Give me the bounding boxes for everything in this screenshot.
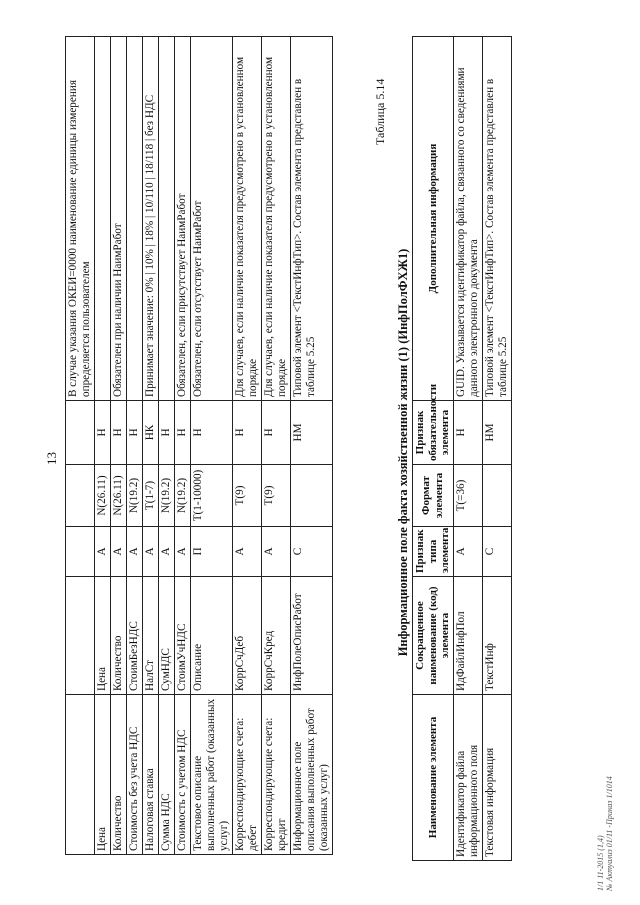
column-header: Признак обязательности элемента [413,401,454,465]
table-cell: Н [453,401,482,465]
table-cell: Для случаев, если наличие показателя предусмотрено в установленном порядке [262,37,291,401]
table-cell: НМ [291,401,333,465]
table-cell [66,695,95,855]
column-header: Формат элемента [413,465,454,527]
table-cell: Н [175,401,191,465]
table-cell: T(9) [262,465,291,527]
table-cell: Н [111,401,127,465]
table-cell: В случае указания ОКЕИ=0000 наименование единицы измерения определяется пользователем [66,37,95,401]
table-cell: Обязателен при наличии НаимРабот [111,37,127,401]
table-cell [66,465,95,527]
table-row [127,37,143,855]
table-cell: СтоимУчНДС [175,577,191,695]
table-cell: Количество [111,577,127,695]
table-cell: T(1-7) [143,465,159,527]
table-cell: НК [143,401,159,465]
signature-line-1: 1/1 11-2015 (1,4) [596,835,605,891]
table-cell [66,527,95,577]
table-cell: А [262,527,291,577]
table-row [291,37,333,855]
table-cell: Стоимость без учета НДС [127,695,143,855]
table-cell: T(=36) [453,465,482,527]
table-cell: КоррСчДеб [233,577,262,695]
table-cell: А [95,527,111,577]
handwritten-signature-note [596,776,614,891]
table-cell: Типовой элемент <ТекстИнфТип>. Состав элемента представлен в таблице 5.25 [482,37,511,401]
table-row [175,37,191,855]
table-cell: Текстовая информация [482,695,511,861]
table-cell: Текстовое описание выполненных работ (оказанных услуг) [191,695,233,855]
signature-line-2: № Актуализ 01/11 -Приказ 1/1014 [605,776,614,891]
table-row [233,37,262,855]
table-cell: T(9) [233,465,262,527]
table-cell: Н [159,401,175,465]
table-cell: Обязателен, если отсутствует НаимРабот [191,37,233,401]
table-cell: СумНДС [159,577,175,695]
table-cell: Корреспондирующие счета: кредит [262,695,291,855]
table-row [453,37,482,861]
table-cell: Цена [95,577,111,695]
table-cell: N(19.2) [175,465,191,527]
table-cell: N(26.11) [95,465,111,527]
page-number: 13 [44,452,59,465]
table-row [66,37,95,855]
table-cell: А [453,527,482,577]
table-cell: Информационное поле описания выполненных работ (оказанных услуг) [291,695,333,855]
table-cell: Н [127,401,143,465]
table-cell: Количество [111,695,127,855]
table-cell: ТекстИнф [482,577,511,695]
table-cell: Н [233,401,262,465]
elements-table-continued [65,36,333,855]
table-cell [291,465,333,527]
table-cell [127,37,143,401]
table-cell: Н [95,401,111,465]
column-header: Сокращенное наименование (код) элемента [413,577,454,695]
table-caption: Таблица 5.14 [373,78,387,145]
table-cell: А [127,527,143,577]
table-cell: N(19.2) [159,465,175,527]
table-cell [95,37,111,401]
table-cell: С [482,527,511,577]
table-row [191,37,233,855]
table-cell [66,401,95,465]
table-row [95,37,111,855]
table-cell: А [143,527,159,577]
table-cell: Н [262,401,291,465]
table-cell [159,37,175,401]
table-cell: НМ [482,401,511,465]
table-cell: Сумма НДС [159,695,175,855]
table-cell: Для случаев, если наличие показателя предусмотрено в установленном порядке [233,37,262,401]
table-cell: НалСт [143,577,159,695]
table-cell: СтоимБезНДС [127,577,143,695]
table-title: Информационное поле факта хозяйственной жизни (1) (ИнфПолФХЖ1) [396,248,410,657]
column-header: Наименование элемента [413,695,454,861]
table-cell: ИдФайлИнфПол [453,577,482,695]
table-cell: Стоимость с учетом НДС [175,695,191,855]
table-cell: GUID. Указывается идентификатор файла, связанного со сведениями данного электронного документа [453,37,482,401]
table-cell: Цена [95,695,111,855]
table-cell: Принимает значение: 0% | 10% | 18% | 10/110 | 18/118 | без НДС [143,37,159,401]
table-cell: Описание [191,577,233,695]
table-cell [66,577,95,695]
table-cell: А [233,527,262,577]
table-cell: А [159,527,175,577]
table-cell: С [291,527,333,577]
info-field-table [412,36,512,861]
column-header: Признак типа элемента [413,527,454,577]
table-cell: Типовой элемент <ТекстИнфТип>. Состав элемента представлен в таблице 5.25 [291,37,333,401]
table-row [482,37,511,861]
table-cell: Обязателен, если присутствует НаимРабот [175,37,191,401]
table-cell: Идентификатор файла информационного поля [453,695,482,861]
table-row [159,37,175,855]
table-cell: КоррСчКред [262,577,291,695]
table-cell [482,465,511,527]
table-cell: Налоговая ставка [143,695,159,855]
table-cell: ИнфПолеОписРабот [291,577,333,695]
table-cell: Корреспондирующие счета: дебет [233,695,262,855]
table-cell: N(26.11) [111,465,127,527]
table-row [143,37,159,855]
table-cell: П [191,527,233,577]
table-cell: N(19.2) [127,465,143,527]
table-row [111,37,127,855]
table-cell: Н [191,401,233,465]
column-header: Дополнительная информация [413,37,454,401]
table-row [262,37,291,855]
table-cell: А [175,527,191,577]
table-cell: А [111,527,127,577]
table-cell: T(1-10000) [191,465,233,527]
